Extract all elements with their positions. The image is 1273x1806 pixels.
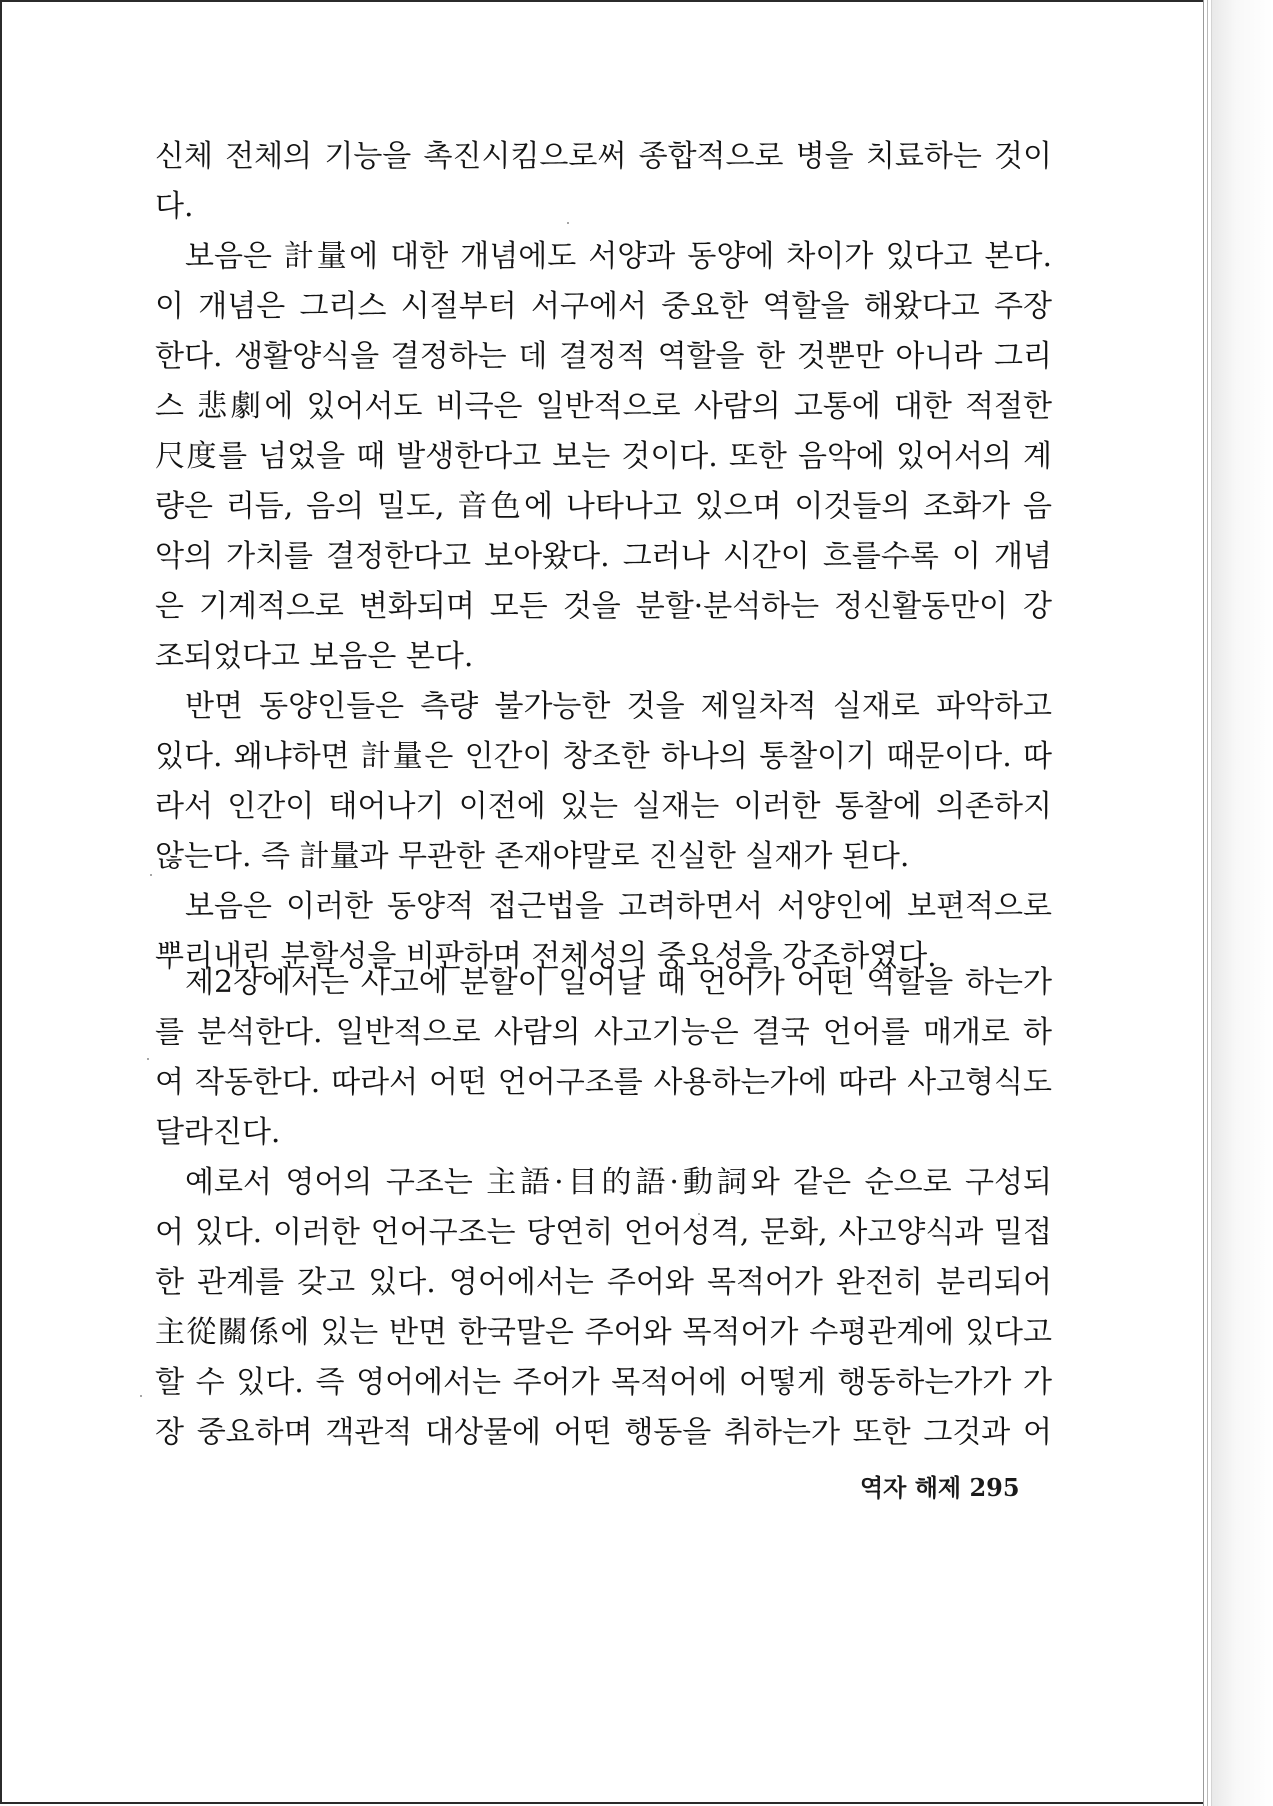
text-line: 尺度를 넘었을 때 발생한다고 보는 것이다. 또한 음악에 있어서의 계 <box>155 439 1052 474</box>
text-line: 라서 인간이 태어나기 이전에 있는 실재는 이러한 통찰에 의존하지 <box>155 789 1052 824</box>
scan-speck <box>567 222 569 224</box>
text-line: 를 분석한다. 일반적으로 사람의 사고기능은 결국 언어를 매개로 하 <box>155 1015 1052 1050</box>
page-edge-line <box>1203 0 1204 1806</box>
scan-speck <box>698 1213 700 1215</box>
scan-speck <box>147 1058 149 1060</box>
page-stack-shadow <box>1212 0 1273 1806</box>
page-edge-line <box>1207 0 1208 1806</box>
text-line: 반면 동양인들은 측량 불가능한 것을 제일차적 실재로 파악하고 <box>185 689 1052 724</box>
text-block-2 <box>155 958 1052 1458</box>
scan-speck <box>140 1395 142 1397</box>
text-line: 장 중요하며 객관적 대상물에 어떤 행동을 취하는가 또한 그것과 어 <box>155 1415 1052 1450</box>
text-line: 스 悲劇에 있어서도 비극은 일반적으로 사람의 고통에 대한 적절한 <box>155 389 1052 424</box>
text-line: 은 기계적으로 변화되며 모든 것을 분할·분석하는 정신활동만이 강 <box>155 589 1052 624</box>
text-line: 않는다. 즉 計量과 무관한 존재야말로 진실한 실재가 된다. <box>155 839 910 874</box>
text-line: 다. <box>155 189 194 224</box>
text-line: 어 있다. 이러한 언어구조는 당연히 언어성격, 문화, 사고양식과 밀접 <box>155 1215 1052 1250</box>
scan-speck <box>150 874 152 876</box>
text-line: 뿌리내린 분할성을 비판하며 전체성의 중요성을 강조하였다. <box>155 939 937 974</box>
text-line: 악의 가치를 결정한다고 보아왔다. 그러나 시간이 흐를수록 이 개념 <box>155 539 1052 574</box>
text-line: 한 관계를 갖고 있다. 영어에서는 주어와 목적어가 완전히 분리되어 <box>155 1265 1052 1300</box>
text-line: 조되었다고 보음은 본다. <box>155 639 474 674</box>
text-line: 달라진다. <box>155 1115 281 1150</box>
text-line: 량은 리듬, 음의 밀도, 音色에 나타나고 있으며 이것들의 조화가 음 <box>155 489 1052 524</box>
text-line: 보음은 計量에 대한 개념에도 서양과 동양에 차이가 있다고 본다. <box>185 239 1052 274</box>
text-block-1 <box>155 132 1052 982</box>
text-line: 主從關係에 있는 반면 한국말은 주어와 목적어가 수평관계에 있다고 <box>155 1315 1052 1350</box>
text-line: 제2장에서는 사고에 분할이 일어날 때 언어가 어떤 역할을 하는가 <box>185 965 1052 1000</box>
text-line: 보음은 이러한 동양적 접근법을 고려하면서 서양인에 보편적으로 <box>185 889 1052 924</box>
text-line: 예로서 영어의 구조는 主語·目的語·動詞와 같은 순으로 구성되 <box>185 1165 1052 1200</box>
running-footer-page-number: 역자 해제 295 <box>860 1473 1020 1502</box>
text-line: 한다. 생활양식을 결정하는 데 결정적 역할을 한 것뿐만 아니라 그리 <box>155 339 1052 374</box>
text-line: 여 작동한다. 따라서 어떤 언어구조를 사용하는가에 따라 사고형식도 <box>155 1065 1052 1100</box>
text-line: 이 개념은 그리스 시절부터 서구에서 중요한 역할을 해왔다고 주장 <box>155 289 1052 324</box>
text-line: 있다. 왜냐하면 計量은 인간이 창조한 하나의 통찰이기 때문이다. 따 <box>155 739 1052 774</box>
text-line: 신체 전체의 기능을 촉진시킴으로써 종합적으로 병을 치료하는 것이 <box>155 139 1052 174</box>
text-line: 할 수 있다. 즉 영어에서는 주어가 목적어에 어떻게 행동하는가가 가 <box>155 1365 1052 1400</box>
